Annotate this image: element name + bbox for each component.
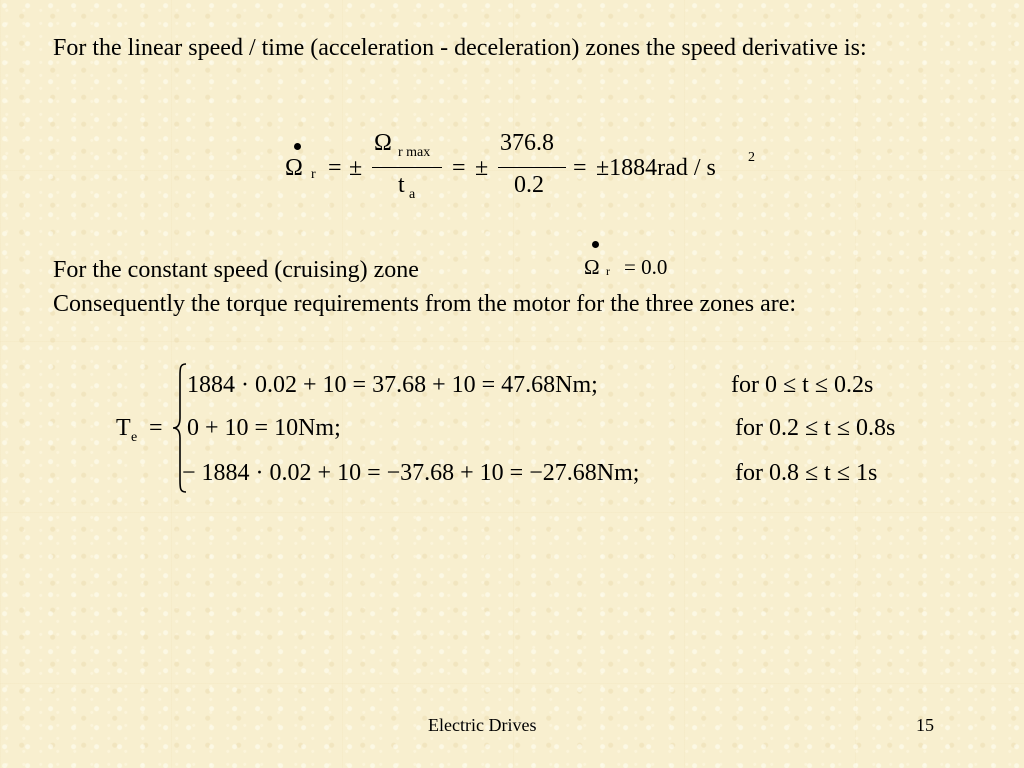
- result-exponent: 2: [748, 150, 755, 165]
- fraction1-numerator: Ω: [374, 130, 392, 156]
- fraction2-denominator: 0.2: [514, 172, 544, 198]
- zone1-condition: for 0 ≤ t ≤ 0.2s: [731, 372, 874, 398]
- fraction1-denominator-sub: a: [409, 187, 416, 202]
- torque-intro-text: Consequently the torque requirements from the motor for the three zones are:: [53, 291, 797, 317]
- torque-subscript: e: [131, 430, 138, 445]
- intro-paragraph: For the linear speed / time (acceleration - deceleration) zones the speed derivative is:: [53, 35, 867, 61]
- fraction1-denominator: t: [398, 172, 405, 198]
- fraction2-bar: [498, 167, 566, 168]
- page-number: 15: [916, 715, 934, 735]
- omega-symbol: Ω: [285, 155, 303, 181]
- equals-sign: =: [328, 155, 342, 181]
- torque-symbol: T: [116, 415, 131, 441]
- equals-sign: =: [149, 415, 163, 441]
- zone2-condition: for 0.2 ≤ t ≤ 0.8s: [735, 415, 896, 441]
- plus-minus-sign: ±: [475, 155, 489, 181]
- equals-sign: =: [573, 155, 587, 181]
- cruise-zone-text: For the constant speed (cruising) zone: [53, 257, 419, 283]
- derivative-dot: [592, 241, 599, 248]
- fraction1-bar: [372, 167, 442, 168]
- zone2-expression: 0 + 10 = 10Nm;: [187, 415, 341, 441]
- omega-subscript: r: [311, 167, 316, 182]
- fraction1-numerator-sub: r max: [398, 145, 431, 160]
- plus-minus-sign: ±: [349, 155, 363, 181]
- zone3-condition: for 0.8 ≤ t ≤ 1s: [735, 460, 878, 486]
- footer-title: Electric Drives: [428, 715, 537, 735]
- omega-symbol: Ω: [584, 255, 600, 279]
- omega-subscript: r: [606, 264, 610, 278]
- fraction2-numerator: 376.8: [500, 130, 554, 156]
- cruise-equation-rhs: = 0.0: [624, 255, 668, 279]
- zone3-expression: − 1884 · 0.02 + 10 = −37.68 + 10 = −27.68Nm;: [182, 460, 640, 486]
- zone1-expression: 1884 · 0.02 + 10 = 37.68 + 10 = 47.68Nm;: [187, 372, 598, 398]
- equals-sign: =: [452, 155, 466, 181]
- acceleration-result: ±1884rad / s: [596, 155, 716, 181]
- derivative-dot: [294, 143, 301, 150]
